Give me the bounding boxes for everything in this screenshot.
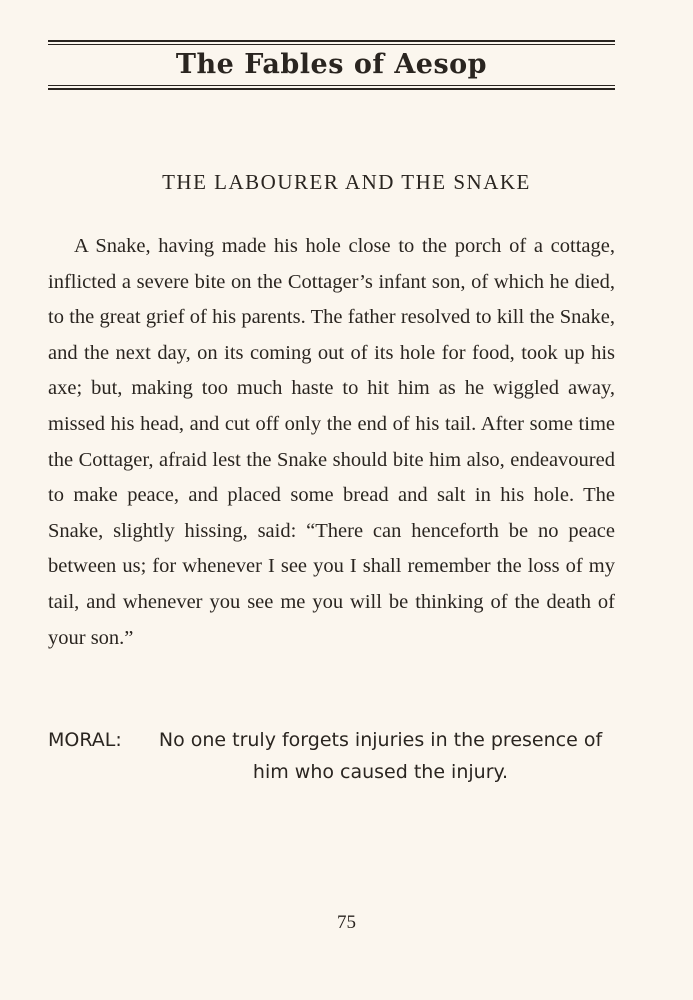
moral (48, 724, 615, 788)
running-head: The Fables of Aesop (175, 49, 488, 80)
moral-text: No one truly forgets injuries in the presence of him who caused the injury. (158, 729, 603, 783)
fable-body: A Snake, having made his hole close to the porch of a cottage, inflicted a severe bite on the Cottager’s infant son, of which he died, to the great grief of his parents. The father resolved to kill the Snake, and the next day, on its coming out of its hole for food, took up his axe; but, making too much haste to hit him as he wiggled away, missed his head, and cut off only the end of his tail. After some time the Cottager, afraid lest the Snake should bite him also, endeavoured to make peace, and placed some bread and salt in his hole. The Snake, slightly hissing, said: “There can henceforth be no peace between us; for whenever I see you I shall remember the loss of my tail, and whenever you see me you will be thinking of the death of your son.” (48, 235, 615, 649)
header-rule-bottom (48, 88, 615, 90)
page-number: 75 (337, 912, 356, 933)
header-rule-top-thin (48, 44, 615, 45)
fable-title: THE LABOURER AND THE SNAKE (162, 170, 531, 194)
header-rule-bottom-thin (48, 85, 615, 86)
moral-label: MORAL: (48, 729, 122, 751)
header-rule-top (48, 40, 615, 42)
